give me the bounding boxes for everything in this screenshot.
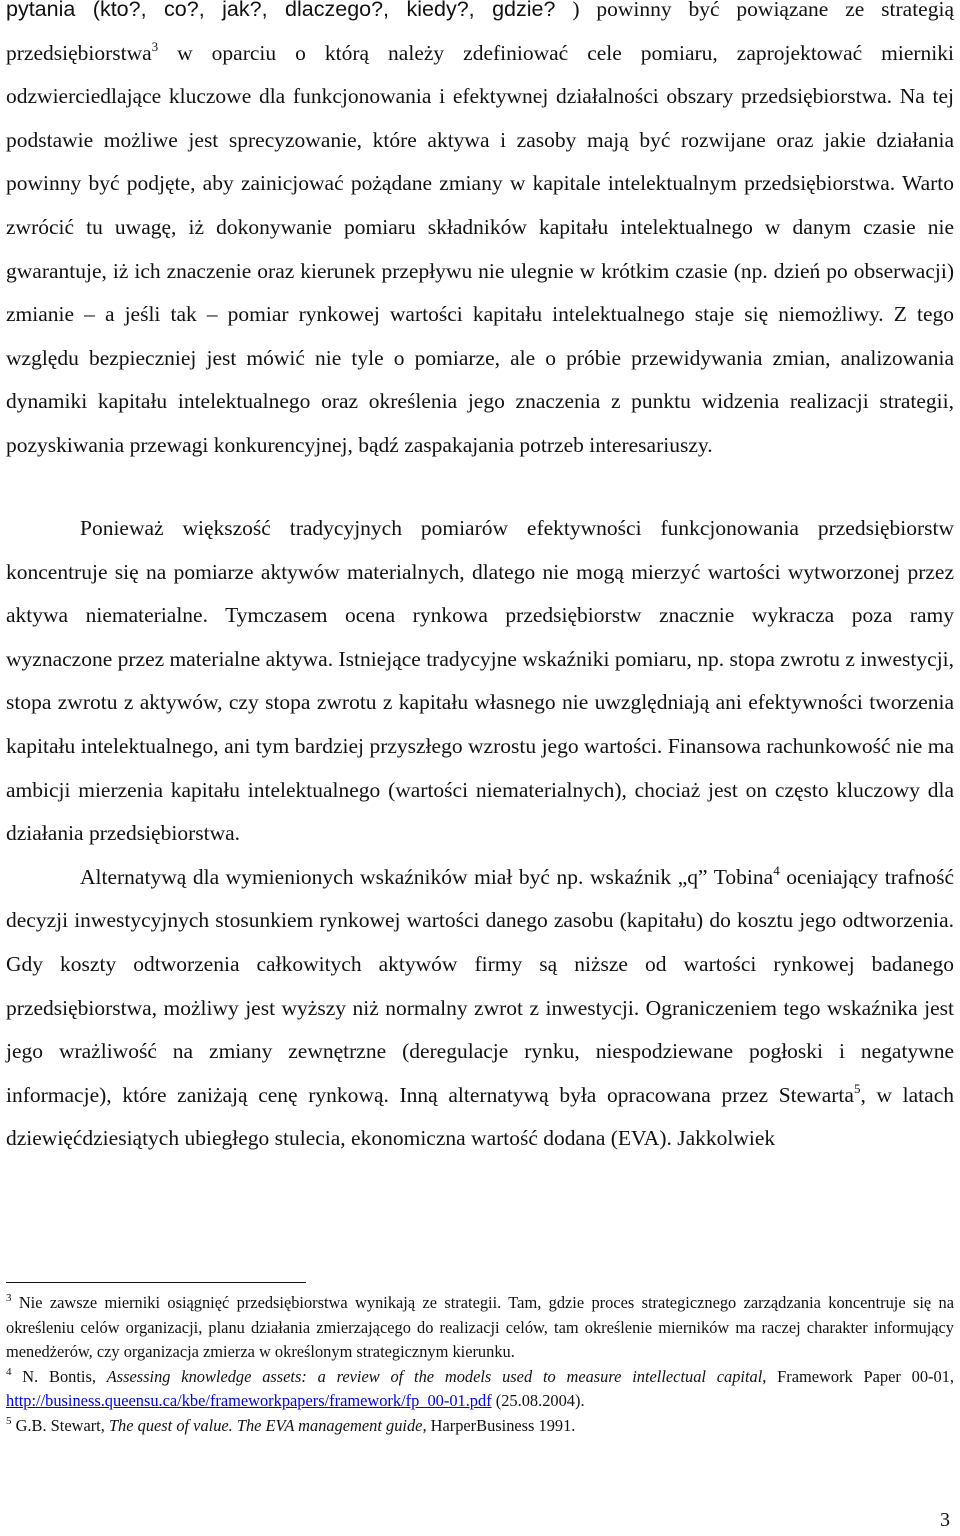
- footnote-3-number: 3: [6, 1292, 12, 1304]
- paragraph-3-text-c: , w latach dziewięćdziesiątych ubiegłego stulecia, ekonomiczna wartość dodana (EVA). Jakkolwiek: [6, 1082, 954, 1151]
- footnote-4-date: (25.08.2004).: [491, 1391, 585, 1410]
- paragraph-1-text-b: w oparciu o którą należy zdefiniować cele pomiaru, zaprojektować mierniki odzwierciedlające kluczowe dla funkcjonowania i efektywnej działalności obszary przedsiębiorstwa. Na tej podstawie możliwe jest sprecyzowanie, które aktywa i zasoby mają być rozwijane oraz jakie działania powinny być podjęte, aby zainicjować pożądane zmiany w kapitale intelektualnym przedsiębiorstwa. Warto zwrócić tu uwagę, iż dokonywanie pomiaru składników kapitału intelektualnego w danym czasie nie gwarantuje, iż ich znaczenie oraz kierunek przepływu nie ulegnie w krótkim czasie (np. dzień po obserwacji) zmianie – a jeśli tak – pomiar rynkowej wartości kapitału intelektualnego staje się niemożliwy. Z tego względu bezpieczniej jest mówić nie tyle o pomiarze, ale o próbie przewidywania zmian, analizowania dynamiki kapitału intelektualnego oraz określenia jego znaczenia z punktu widzenia realizacji strategii, pozyskiwania przewagi konkurencyjnej, bądź zaspakajania potrzeb interesariuszy.: [6, 40, 954, 457]
- footnote-5: [6, 1414, 954, 1439]
- paragraph-1: [6, 0, 954, 468]
- paragraph-3: [6, 856, 954, 1161]
- footnote-ref-3[interactable]: 3: [151, 38, 159, 54]
- footnotes: [6, 1282, 954, 1438]
- footnote-4-author: N. Bontis,: [11, 1366, 107, 1386]
- footnote-4-number: 4: [6, 1365, 12, 1378]
- footnote-4-link[interactable]: http://business.queensu.ca/kbe/frameworkpapers/framework/fp_00-01.pdf: [6, 1391, 492, 1410]
- footnote-4: [6, 1365, 954, 1414]
- page-number: 3: [940, 1509, 950, 1531]
- paragraph-3-text-b: oceniający trafność decyzji inwestycyjnych stosunkiem rynkowej wartości danego zasobu (kapitału) do kosztu jego odtworzenia. Gdy koszty odtworzenia całkowitych aktywów firmy są niższe od wartości rynkowej badanego przedsiębiorstwa, możliwy jest wyższy niż normalny zwrot z inwestycji. Ograniczeniem tego wskaźnika jest jego wrażliwość na zmiany zewnętrzne (deregulacje rynku, niespodziewane pogłoski i negatywne informacje), które zaniżają cenę rynkową. Inną alternatywą była opracowana przez Stewarta: [6, 864, 955, 1107]
- footnote-3: [6, 1291, 954, 1365]
- paragraph-3-text-a: Alternatywą dla wymienionych wskaźników miał być np. wskaźnik „q” Tobina: [80, 864, 774, 889]
- paragraph-1-lead: pytania (kto?, co?, jak?, dlaczego?, kiedy?, gdzie?: [6, 0, 556, 21]
- footnote-5-author: G.B. Stewart,: [11, 1415, 109, 1435]
- paragraph-2: Ponieważ większość tradycyjnych pomiarów efektywności funkcjonowania przedsiębiorstw koncentruje się na pomiarze aktywów materialnych, dlatego nie mogą mierzyć wartości wytworzonej przez aktywa niematerialne. Tymczasem ocena rynkowa przedsiębiorstw znacznie wykracza poza ramy wyznaczone przez materialne aktywa. Istniejące tradycyjne wskaźniki pomiaru, np. stopa zwrotu z inwestycji, stopa zwrotu z aktywów, czy stopa zwrotu z kapitału własnego nie uwzględniają ani efektywności tworzenia kapitału intelektualnego, ani tym bardziej przyszłego wzrostu jego wartości. Finansowa rachunkowość nie ma ambicji mierzenia kapitału intelektualnego (wartości niematerialnych), chociaż jest on często kluczowy dla działania przedsiębiorstwa.: [6, 516, 955, 846]
- footnote-ref-5[interactable]: 5: [853, 1080, 861, 1096]
- footnote-separator: [6, 1282, 306, 1283]
- paragraph-1-text-a: ) powinny być powiązane ze strategią przedsiębiorstwa: [6, 0, 954, 65]
- footnote-ref-4[interactable]: 4: [773, 862, 780, 878]
- footnote-5-after-title: , HarperBusiness 1991.: [422, 1415, 576, 1435]
- footnote-3-text: Nie zawsze mierniki osiągnięć przedsiębiorstwa wynikają ze strategii. Tam, gdzie proces strategicznego zarządzania koncentruje się na określeniu celów organizacji, planu działania zmierzającego do realizacji celów, tam określenie mierników ma raczej charakter informujący menedżerów, czy organizacja zmierza w określonym strategicznym kierunku.: [6, 1293, 954, 1361]
- footnote-4-after-title: , Framework Paper 00-01,: [762, 1366, 954, 1386]
- document-page: [6, 0, 954, 1536]
- footnote-4-title: Assessing knowledge assets: a review of the models used to measure intellectual capital: [106, 1366, 763, 1386]
- paragraphs-continued: [6, 507, 954, 1161]
- footnote-5-number: 5: [6, 1414, 12, 1427]
- footnote-5-title: The quest of value. The EVA management guide: [108, 1415, 423, 1435]
